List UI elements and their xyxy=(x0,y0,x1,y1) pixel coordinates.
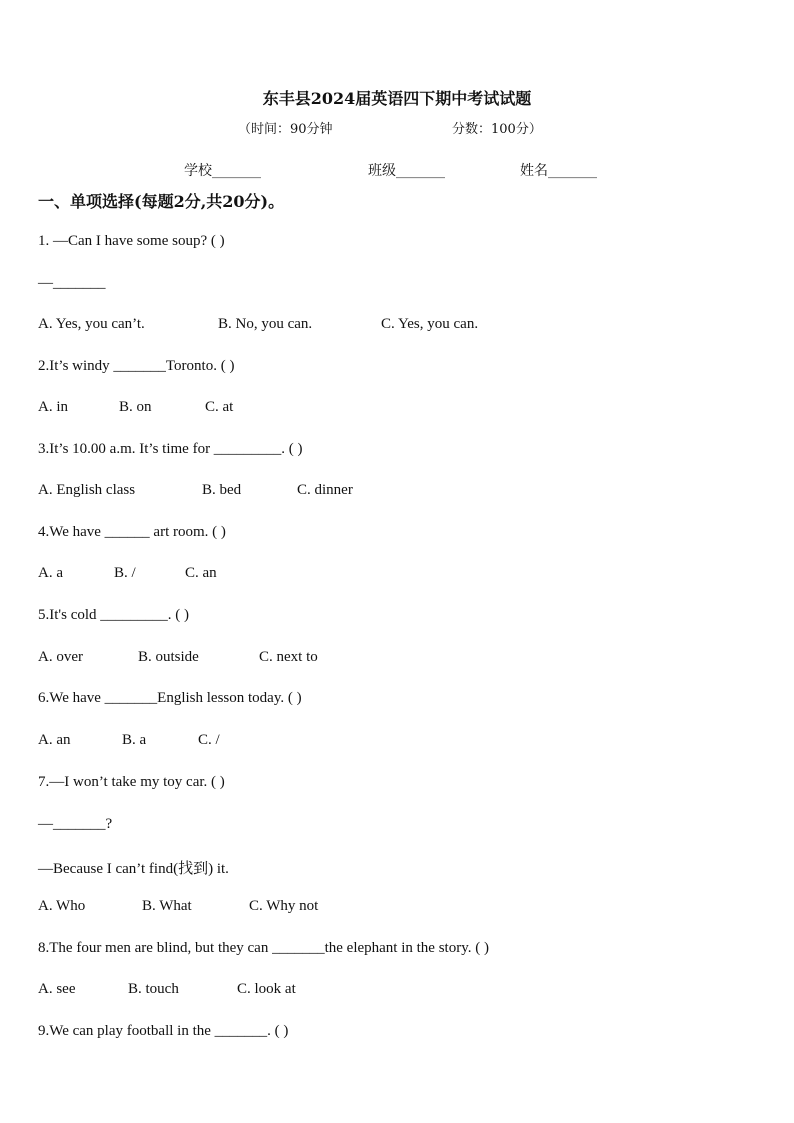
option-a: A. a xyxy=(38,565,63,581)
question-2-stem: 2.It’s windy _______Toronto. ( ) xyxy=(38,358,235,374)
option-c: C. Why not xyxy=(249,898,319,914)
question-6-options xyxy=(38,732,220,749)
option-a: A. Yes, you can’t. xyxy=(38,316,145,332)
option-a: A. over xyxy=(38,649,83,665)
question-5-stem: 5.It's cold _________. ( ) xyxy=(38,607,190,623)
option-a: A. see xyxy=(38,981,76,997)
name-field: 姓名_______ xyxy=(520,163,597,179)
question-1-options xyxy=(38,316,478,333)
option-b: B. What xyxy=(142,898,192,914)
question-9-stem: 9.We can play football in the _______. ( ) xyxy=(38,1023,289,1039)
question-2-options xyxy=(38,399,233,416)
option-b: B. / xyxy=(114,565,136,581)
option-b: B. touch xyxy=(128,981,179,997)
question-5-options xyxy=(38,649,318,666)
option-a: A. English class xyxy=(38,482,136,498)
option-c: C. look at xyxy=(237,981,296,997)
option-a: A. Who xyxy=(38,898,86,914)
question-3-stem: 3.It’s 10.00 a.m. It’s time for _________. ( ) xyxy=(38,441,303,457)
question-7-options xyxy=(38,898,318,915)
question-4-options xyxy=(38,565,217,582)
question-4-stem: 4.We have ______ art room. ( ) xyxy=(38,524,226,540)
option-c: C. an xyxy=(185,565,217,581)
option-c: C. at xyxy=(205,399,234,415)
option-b: B. outside xyxy=(138,649,199,665)
option-c: C. / xyxy=(198,732,220,748)
section-title: 一、单项选择(每题2分,共20分)。 xyxy=(38,192,285,211)
option-a: A. in xyxy=(38,399,68,415)
question-8-options xyxy=(38,981,296,998)
question-7-reply: —Because I can’t find(找到) it. xyxy=(38,861,229,877)
option-b: B. No, you can. xyxy=(218,316,313,332)
option-c: C. Yes, you can. xyxy=(381,316,479,332)
school-field: 学校_______ xyxy=(184,163,261,179)
class-field: 班级_______ xyxy=(368,163,445,179)
option-c: C. dinner xyxy=(297,482,353,498)
page-title: 东丰县2024届英语四下期中考试试题 xyxy=(262,89,532,108)
question-7-answer-line: —_______? xyxy=(38,816,113,832)
option-c: C. next to xyxy=(259,649,318,665)
exam-time: （时间：90分钟 xyxy=(238,122,333,137)
question-1-stem: 1. —Can I have some soup? ( ) xyxy=(38,233,225,249)
option-b: B. bed xyxy=(202,482,242,498)
question-7-stem: 7.—I won’t take my toy car. ( ) xyxy=(38,774,225,790)
option-a: A. an xyxy=(38,732,71,748)
exam-score: 分数：100分） xyxy=(452,122,542,137)
option-b: B. on xyxy=(119,399,152,415)
question-3-options xyxy=(38,482,353,499)
question-1-answer-line: —_______ xyxy=(38,275,106,291)
option-b: B. a xyxy=(122,732,147,748)
question-6-stem: 6.We have _______English lesson today. ( ) xyxy=(38,690,302,706)
question-8-stem: 8.The four men are blind, but they can _______the elephant in the story. ( ) xyxy=(38,940,489,956)
